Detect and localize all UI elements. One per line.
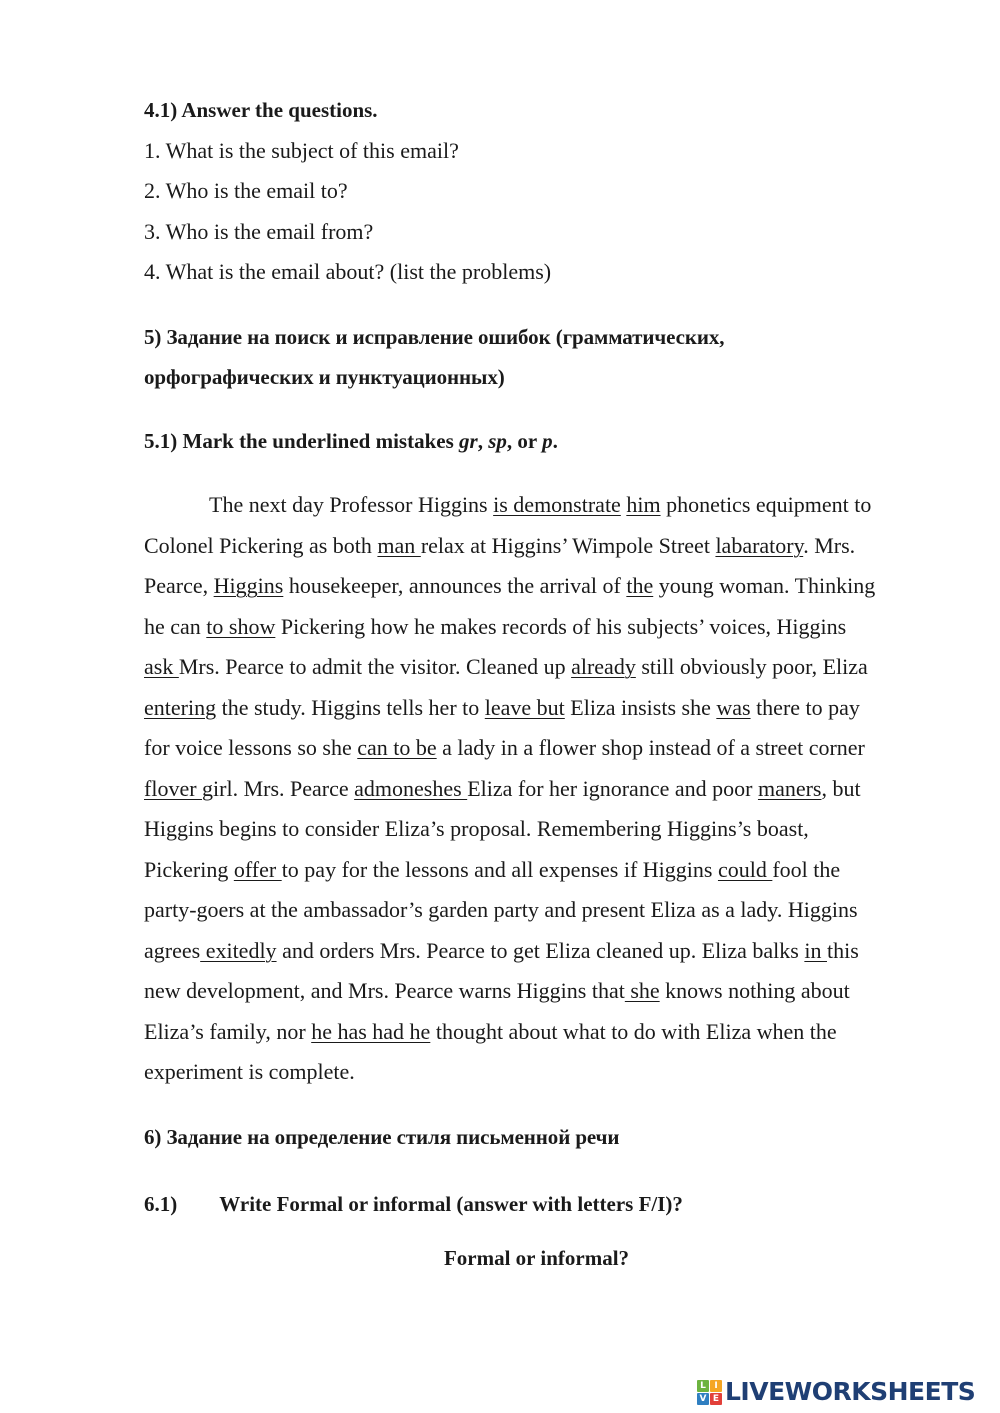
paragraph-text: experiment is complete. bbox=[144, 1059, 355, 1084]
underlined-mistake: maners bbox=[757, 775, 822, 801]
paragraph-text: Higgins begins to consider Eliza’s proposal. Remembering Higgins’s boast, bbox=[144, 816, 809, 841]
underlined-mistake: in bbox=[804, 937, 827, 963]
paragraph-line bbox=[144, 688, 929, 729]
logo-cell-l: L bbox=[697, 1380, 709, 1392]
paragraph-text: thought about what to do with Eliza when the bbox=[430, 1018, 837, 1044]
paragraph-text: housekeeper, announces the arrival of bbox=[283, 573, 627, 598]
question-4: 4. What is the email about? (list the problems) bbox=[144, 259, 552, 284]
option-gr: gr bbox=[459, 429, 478, 453]
paragraph-text: a lady in a flower shop instead of a street corner bbox=[436, 735, 865, 760]
underlined-mistake: admoneshes bbox=[354, 775, 468, 801]
sep-1: , bbox=[477, 429, 489, 453]
paragraph-text: Pearce, bbox=[144, 573, 214, 598]
paragraph-text: Colonel Pickering as both bbox=[144, 532, 378, 558]
paragraph-text: . Mrs. bbox=[803, 532, 856, 558]
underlined-mistake: can to be bbox=[357, 735, 437, 760]
paragraph-line bbox=[144, 931, 929, 972]
paragraph-line bbox=[144, 566, 929, 607]
logo-cell-v: V bbox=[697, 1393, 709, 1405]
formal-informal-subheading: Formal or informal? bbox=[443, 1246, 630, 1270]
option-sp: sp bbox=[488, 429, 507, 453]
underlined-mistake: was bbox=[716, 694, 751, 720]
section-5-heading-line2: орфографических и пунктуационных) bbox=[144, 365, 505, 389]
section-4-1-heading: 4.1) Answer the questions. bbox=[144, 98, 378, 122]
question-2: 2. Who is the email to? bbox=[144, 178, 348, 203]
paragraph-text: young woman. Thinking bbox=[653, 573, 876, 598]
underlined-mistake: entering bbox=[144, 694, 217, 720]
error-correction-paragraph bbox=[144, 485, 929, 1093]
underlined-mistake: exitedly bbox=[200, 937, 277, 963]
underlined-mistake: ask bbox=[144, 654, 179, 679]
paragraph-line bbox=[144, 971, 929, 1012]
underlined-mistake: he has had he bbox=[311, 1018, 431, 1044]
paragraph-text: agrees bbox=[144, 937, 201, 963]
paragraph-text: there to pay bbox=[750, 694, 860, 720]
logo-text: LIVEWORKSHEETS bbox=[725, 1377, 976, 1406]
paragraph-line bbox=[144, 607, 929, 648]
section-6-1-number: 6.1) bbox=[144, 1192, 178, 1216]
section-6-1-heading bbox=[144, 1184, 683, 1224]
underlined-mistake: him bbox=[626, 492, 661, 517]
paragraph-text: Mrs. Pearce to admit the visitor. Cleaned up bbox=[178, 654, 572, 679]
paragraph-text: Pickering bbox=[144, 856, 234, 882]
underlined-mistake: could bbox=[717, 856, 773, 882]
paragraph-text: the study. Higgins tells her to bbox=[216, 694, 485, 720]
paragraph-text: party-goers at the ambassador’s garden party and present Eliza as a lady. Higgins bbox=[144, 897, 858, 922]
question-3: 3. Who is the email from? bbox=[144, 219, 374, 244]
underlined-mistake: to show bbox=[206, 613, 276, 639]
section-6-1-text: Write Formal or informal (answer with letters F/I)? bbox=[219, 1192, 683, 1216]
paragraph-text: The next day Professor Higgins bbox=[209, 492, 494, 517]
paragraph-text: he can bbox=[144, 613, 207, 639]
paragraph-text: irl. Mrs. Pearce bbox=[213, 775, 355, 801]
section-5-heading-line1: 5) Задание на поиск и исправление ошибок (грамматических, bbox=[144, 325, 725, 349]
paragraph-line bbox=[144, 485, 929, 526]
logo-grid-icon bbox=[697, 1380, 722, 1405]
paragraph-text: relax at Higgins’ Wimpole Street bbox=[420, 532, 716, 558]
logo-cell-i: I bbox=[710, 1380, 722, 1392]
underlined-mistake: already bbox=[571, 654, 636, 679]
section-5-1-heading bbox=[144, 421, 558, 461]
paragraph-line bbox=[144, 1012, 929, 1053]
paragraph-text: Eliza’s family, nor bbox=[144, 1018, 312, 1044]
paragraph-text: fool the bbox=[772, 856, 841, 882]
paragraph-line bbox=[144, 728, 929, 769]
underlined-mistake: the bbox=[626, 573, 654, 598]
underlined-mistake: flover g bbox=[144, 775, 214, 801]
paragraph-text: to pay for the lessons and all expenses if Higgins bbox=[281, 856, 718, 882]
paragraph-text: knows nothing about bbox=[659, 978, 850, 1003]
underlined-mistake: leave but bbox=[484, 694, 565, 720]
paragraph-text: Eliza insists she bbox=[564, 694, 717, 720]
underlined-mistake: labaratory bbox=[715, 532, 804, 558]
paragraph-line bbox=[144, 526, 929, 567]
question-1: 1. What is the subject of this email? bbox=[144, 138, 459, 163]
paragraph-line bbox=[144, 850, 929, 891]
section-5-1-prefix: 5.1) Mark the underlined mistakes bbox=[144, 429, 459, 453]
paragraph-line bbox=[144, 769, 929, 810]
section-6-heading: 6) Задание на определение стиля письменной речи bbox=[144, 1125, 620, 1149]
paragraph-line bbox=[144, 647, 929, 688]
paragraph-line bbox=[144, 890, 929, 931]
underlined-mistake: she bbox=[624, 978, 660, 1003]
paragraph-text: phonetics equipment to bbox=[660, 492, 872, 517]
logo-cell-e: E bbox=[710, 1393, 722, 1405]
paragraph-text: this bbox=[826, 937, 859, 963]
underlined-mistake: is demonstrate bbox=[493, 492, 621, 517]
paragraph-text: new development, and Mrs. Pearce warns Higgins that bbox=[144, 978, 625, 1003]
paragraph-text: for voice lessons so she bbox=[144, 735, 358, 760]
paragraph-text: Eliza for her ignorance and poor bbox=[467, 775, 758, 801]
paragraph-line bbox=[144, 1052, 929, 1093]
paragraph-text: still obviously poor, Eliza bbox=[635, 654, 868, 679]
paragraph-text: and orders Mrs. Pearce to get Eliza cleaned up. Eliza balks bbox=[276, 937, 805, 963]
underlined-mistake: offer bbox=[233, 856, 282, 882]
underlined-mistake: Higgins bbox=[213, 573, 284, 598]
paragraph-line bbox=[144, 809, 929, 850]
liveworksheets-logo[interactable] bbox=[697, 1378, 975, 1406]
underlined-mistake: man bbox=[377, 532, 421, 558]
sep-2: , or bbox=[506, 429, 543, 453]
paragraph-text: Pickering how he makes records of his subjects’ voices, Higgins bbox=[275, 613, 847, 639]
paragraph-text: , but bbox=[821, 775, 861, 801]
heading-end: . bbox=[552, 429, 558, 453]
option-p: p bbox=[542, 429, 553, 453]
